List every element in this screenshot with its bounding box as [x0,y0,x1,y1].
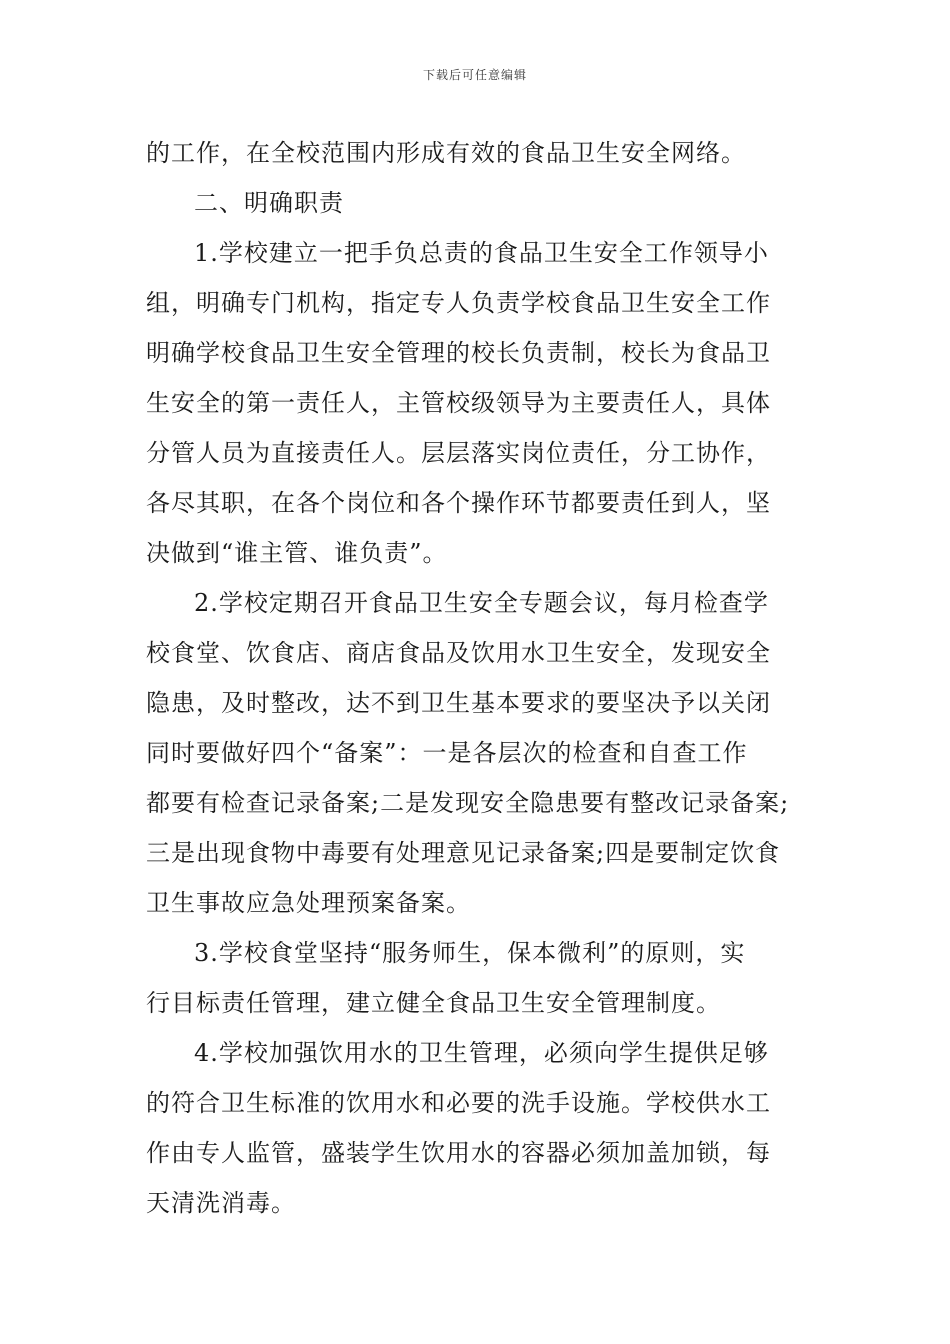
text-line: 同时要做好四个“备案”：一是各层次的检查和自查工作 [146,739,748,767]
text-line: 1.学校建立一把手负总责的食品卫生安全工作领导小 [194,239,769,267]
text-line: 的符合卫生标准的饮用水和必要的洗手设施。学校供水工 [146,1089,771,1117]
text-line: 3.学校食堂坚持“服务师生，保本微利”的原则，实 [194,939,746,967]
text-line: 校食堂、饮食店、商店食品及饮用水卫生安全，发现安全 [146,639,771,667]
text-line: 2.学校定期召开食品卫生安全专题会议，每月检查学 [194,589,769,617]
text-line: 生安全的第一责任人，主管校级领导为主要责任人，具体 [146,389,771,417]
text-line: 决做到“谁主管、谁负责”。 [146,539,448,567]
document-body [146,128,808,1228]
text-line: 卫生事故应急处理预案备案。 [146,889,471,917]
text-line: 组，明确专门机构，指定专人负责学校食品卫生安全工作 [146,289,771,317]
text-line: 各尽其职，在各个岗位和各个操作环节都要责任到人，坚 [146,489,771,517]
text-line: 都要有检查记录备案;二是发现安全隐患要有整改记录备案; [146,789,790,817]
text-line: 明确学校食品卫生安全管理的校长负责制，校长为食品卫 [146,339,771,367]
section-heading: 二、明确职责 [194,189,344,217]
text-line: 4.学校加强饮用水的卫生管理，必须向学生提供足够 [194,1039,769,1067]
text-line: 行目标责任管理，建立健全食品卫生安全管理制度。 [146,989,721,1017]
text-line: 分管人员为直接责任人。层层落实岗位责任，分工协作， [146,439,771,467]
text-line: 的工作，在全校范围内形成有效的食品卫生安全网络。 [146,139,746,167]
text-line: 作由专人监管，盛装学生饮用水的容器必须加盖加锁，每 [146,1139,771,1167]
text-line: 三是出现食物中毒要有处理意见记录备案;四是要制定饮食 [146,839,781,867]
text-line: 隐患，及时整改，达不到卫生基本要求的要坚决予以关闭 [146,689,771,717]
page-header: 下载后可任意编辑 [422,68,527,82]
text-line: 天清洗消毒。 [146,1189,296,1217]
